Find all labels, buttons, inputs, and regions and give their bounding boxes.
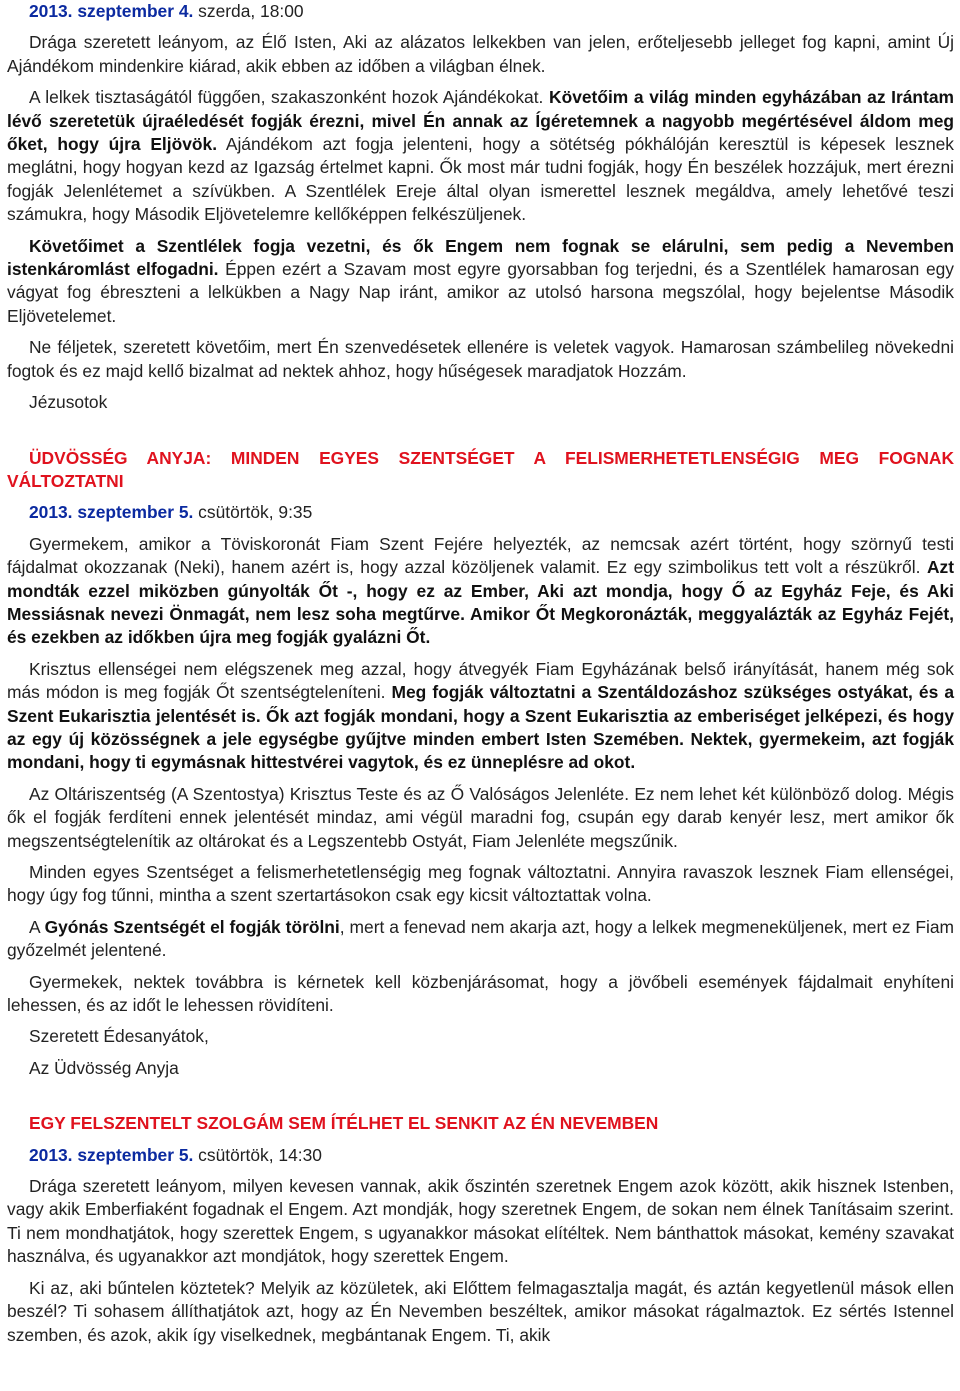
text-run: Éppen ezért a Szavam most egyre gyorsabban fog terjedni, és a Szentlélek hamarosan egy vágyat fog ébreszteni a lelkükben a Nagy Nap iránt, amikor az utolsó harsona megszólal, hogy bejelentse Második Eljövetelemet. (7, 259, 954, 326)
paragraph: Gyermekek, nektek továbbra is kérnetek kell közbenjárásomat, hogy a jövőbeli események fájdalmait enyhíteni lehessen, és az időt le lehessen rövidíteni. (7, 971, 954, 1016)
paragraph (7, 533, 954, 650)
message-day-time: csütörtök, 9:35 (193, 502, 313, 523)
paragraph: Ne féljetek, szeretett követőim, mert Én szenvedésetek ellenére is veletek vagyok. Hamarosan számbelileg növekedni fogtok és ez majd kellő bizalmat ad nektek ahhoz, hogy hűségesek maradjatok Hozzám. (7, 337, 954, 381)
paragraph (7, 658, 954, 775)
bold-run: Követőim a világ minden egyházában az Irántam lévő szeretetük újraéledését fogják érezni, mivel Én annak az Ígéretemnek a nagyobb megértésével áldom meg őket, hogy újra Eljövök. (7, 87, 954, 155)
message-day-time: szerda, 18:00 (193, 1, 304, 21)
dateline (7, 0, 954, 23)
signature: Az Üdvösség Anyja (29, 1057, 179, 1078)
signature: Szeretett Édesanyátok, (29, 1026, 209, 1047)
paragraph: Ki az, aki bűntelen köztetek? Melyik az közületek, aki Előttem felmagasztalja magát, és aztán kegyetlenül mások ellen beszél? Ti sohasem állíthatjátok azt, hogy az Én Nevemben beszéltek, amikor másokat rágalmaztok. Ez sértés Istennel szemben, és azok, akik így viselkednek, megbántanak Engem. Ti, akik (7, 1277, 954, 1345)
bold-run: Gyónás Szentségét el fogják törölni (44, 916, 340, 937)
paragraph (7, 235, 954, 329)
dateline (7, 1144, 954, 1167)
message-day-time: csütörtök, 14:30 (193, 1144, 322, 1165)
paragraph: Minden egyes Szentséget a felismerhetetlenségig meg fognak változtatni. Annyira ravaszok lesznek Fiam ellenségei, hogy úgy fog tűnni, mintha a szent szertartásokon csak egy kicsit változtattak volna. (7, 862, 954, 906)
dateline (7, 501, 954, 524)
paragraph (7, 86, 954, 226)
message-date: 2013. szeptember 5. (29, 1144, 194, 1165)
bold-run: Meg fogják változtatni a Szentáldozáshoz szükséges ostyákat, és a Szent Eukarisztia jelentését is. Ők azt fogják mondani, hogy a Szent Eukarisztia az emberiséget jelképezi, és hogy az egy új közösségnek a jele egységbe gyűjtve minden embert Isten Szemében. Nektek, gyermekeim, azt fogják mondani, hogy ti egymásnak hittestvérei vagytok, és ez ünneplésre ad okot. (7, 682, 954, 773)
paragraph (7, 916, 954, 963)
section-title: EGY FELSZENTELT SZOLGÁM SEM ÍTÉLHET EL SENKIT AZ ÉN NEVEMBEN (29, 1113, 659, 1134)
paragraph: Az Oltáriszentség (A Szentostya) Krisztus Teste és az Ő Valóságos Jelenléte. Ez nem lehet két különböző dolog. Mégis ők el fogják ferdíteni ennek jelentését mindaz, ami végül maradni fog, csupán egy darab kenyér lesz, mert amikor ők megszentségtelenítik az oltárokat és a Legszentebb Ostyát, Fiam Jelenléte megszűnik. (7, 783, 954, 851)
paragraph: Drága szeretett leányom, az Élő Isten, Aki az alázatos lelkekben van jelen, erőteljesebb jelleget fog kapni, amint Új Ajándékom mindenkire kiárad, akik ebben az időben a világban élnek. (7, 32, 954, 76)
text-run: Gyermekem, amikor a Töviskoronát Fiam Szent Fejére helyezték, az nemcsak azért történt, hogy szörnyű testi fájdalmat okozzanak (Neki), hanem azért is, hogy azzal közöljenek valamit. Ez egy szimbolikus tett volt a részükről. (7, 533, 954, 578)
bold-run: Követőimet a Szentlélek fogja vezetni, és ők Engem nem fognak se elárulni, sem pedig a Nevemben istenkáromlást elfogadni. (7, 235, 954, 280)
message-date: 2013. szeptember 5. (29, 502, 194, 523)
text-run: Ajándékom azt fogja jelenteni, hogy a sötétség pókhálóján keresztül is képesek lesznek meglátni, hogy hogyan kezd az Igazság értelmet kapni. Ők most már tudni fogják, hogy Én beszélek hozzájuk, mert érezni fogják Jelenlétemet a szívükben. A Szentlélek Ereje által olyan ismerettel lesznek megáldva, amely lehetővé teszi számukra, hogy Második Eljövetelemre kellőképpen felkészüljenek. (7, 134, 954, 225)
paragraph: Drága szeretett leányom, milyen kevesen vannak, akik őszintén szeretnek Engem azok között, akik hisznek Istenben, vagy akik Emberfiaként fogadnak el Engem. Azt mondják, hogy szeretnek Engem, de sokan nem élnek Tanításaim szerint. Ti nem mondhatjátok, hogy szerettek Engem, s ugyanakkor másokat elítéltek. Nem bánthattok másokat, kemény szavakat használva, és ugyanakkor azt mondjátok, hogy szerettek Engem. (7, 1176, 954, 1267)
bold-run: Azt mondták ezzel miközben gúnyolták Őt -, hogy ez az Ember, Aki azt mondja, hogy Ő az Egyház Feje, és Aki Messiásnak nevezi Önmagát, nem lesz soha megtűrve. Amikor Őt Megkoronázták, meggyalázták az Egyház Fejét, és ezekben az időkben újra meg fogják gyalázni Őt. (7, 557, 954, 648)
text-run: , mert a fenevad nem akarja azt, hogy a lelkek megmeneküljenek, mert ez Fiam győzelmét jelentené. (7, 916, 954, 961)
signature: Jézusotok (29, 392, 108, 413)
text-run: A lelkek tisztaságától függően, szakaszonként hozok Ajándékokat. (29, 87, 550, 108)
text-run: A (29, 916, 45, 937)
text-run: Krisztus ellenségei nem elégszenek meg azzal, hogy átvegyék Fiam Egyházának belső irányítását, hanem még sok más módon is meg fogják Őt szentségteleníteni. (7, 658, 954, 703)
message-date: 2013. szeptember 4. (29, 1, 194, 21)
section-title: ÜDVÖSSÉG ANYJA: MINDEN EGYES SZENTSÉGET A FELISMERHETETLENSÉGIG MEG FOGNAK VÁLTOZTATNI (7, 447, 954, 491)
